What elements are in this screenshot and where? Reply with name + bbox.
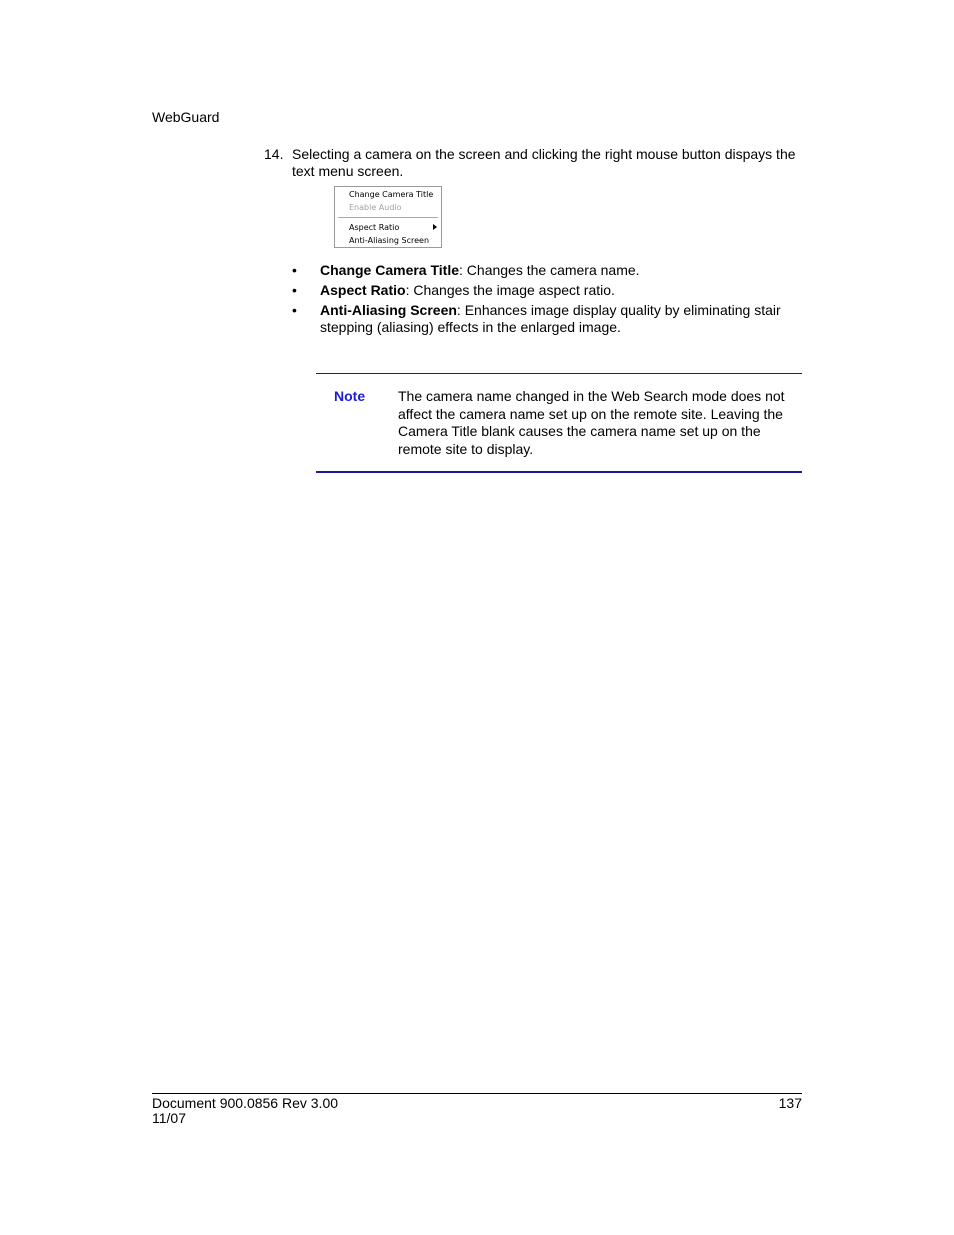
step-number: 14. [264, 146, 284, 162]
bullet-dot: • [292, 282, 297, 298]
footer-document-info [152, 1096, 338, 1126]
context-menu-screenshot [334, 186, 442, 248]
bullet-dot: • [292, 262, 297, 278]
bullet-term: Aspect Ratio [320, 282, 406, 298]
footer-divider [152, 1093, 802, 1094]
bullet-term: Anti-Aliasing Screen [320, 302, 457, 318]
menu-item-change-camera-title[interactable]: Change Camera Title [349, 190, 434, 199]
bullet-anti-aliasing-screen [290, 302, 802, 336]
note-box [316, 373, 802, 473]
note-label: Note [334, 388, 366, 404]
menu-item-aspect-ratio[interactable]: Aspect Ratio [349, 223, 400, 232]
note-text: The camera name changed in the Web Search mode does not affect the camera name set up on the remote site. Leaving the Camera Title blank causes the camera name set up on the remote site to display. [398, 388, 785, 457]
step-text: Selecting a camera on the screen and clicking the right mouse button dispays the text menu screen. [292, 146, 796, 179]
bullet-desc: : Enhances image display quality by eliminating stair stepping (aliasing) effects in the enlarged image. [320, 302, 781, 335]
submenu-arrow-icon [433, 224, 437, 230]
feature-bullet-list [290, 262, 802, 339]
bullet-desc: : Changes the camera name. [459, 262, 640, 278]
bullet-aspect-ratio [290, 282, 802, 299]
bullet-change-camera-title [290, 262, 802, 279]
footer-document-number: Document 900.0856 Rev 3.00 [152, 1095, 339, 1111]
footer-date: 11/07 [152, 1110, 186, 1126]
bullet-term: Change Camera Title [320, 262, 460, 278]
bullet-desc: : Changes the image aspect ratio. [405, 282, 615, 298]
bullet-dot: • [292, 302, 297, 318]
menu-separator [338, 217, 438, 218]
page-header-title: WebGuard [152, 109, 220, 125]
menu-item-anti-aliasing-screen[interactable]: Anti-Aliasing Screen [349, 236, 430, 245]
footer-page-number: 137 [778, 1095, 802, 1111]
menu-item-enable-audio: Enable Audio [349, 203, 402, 212]
